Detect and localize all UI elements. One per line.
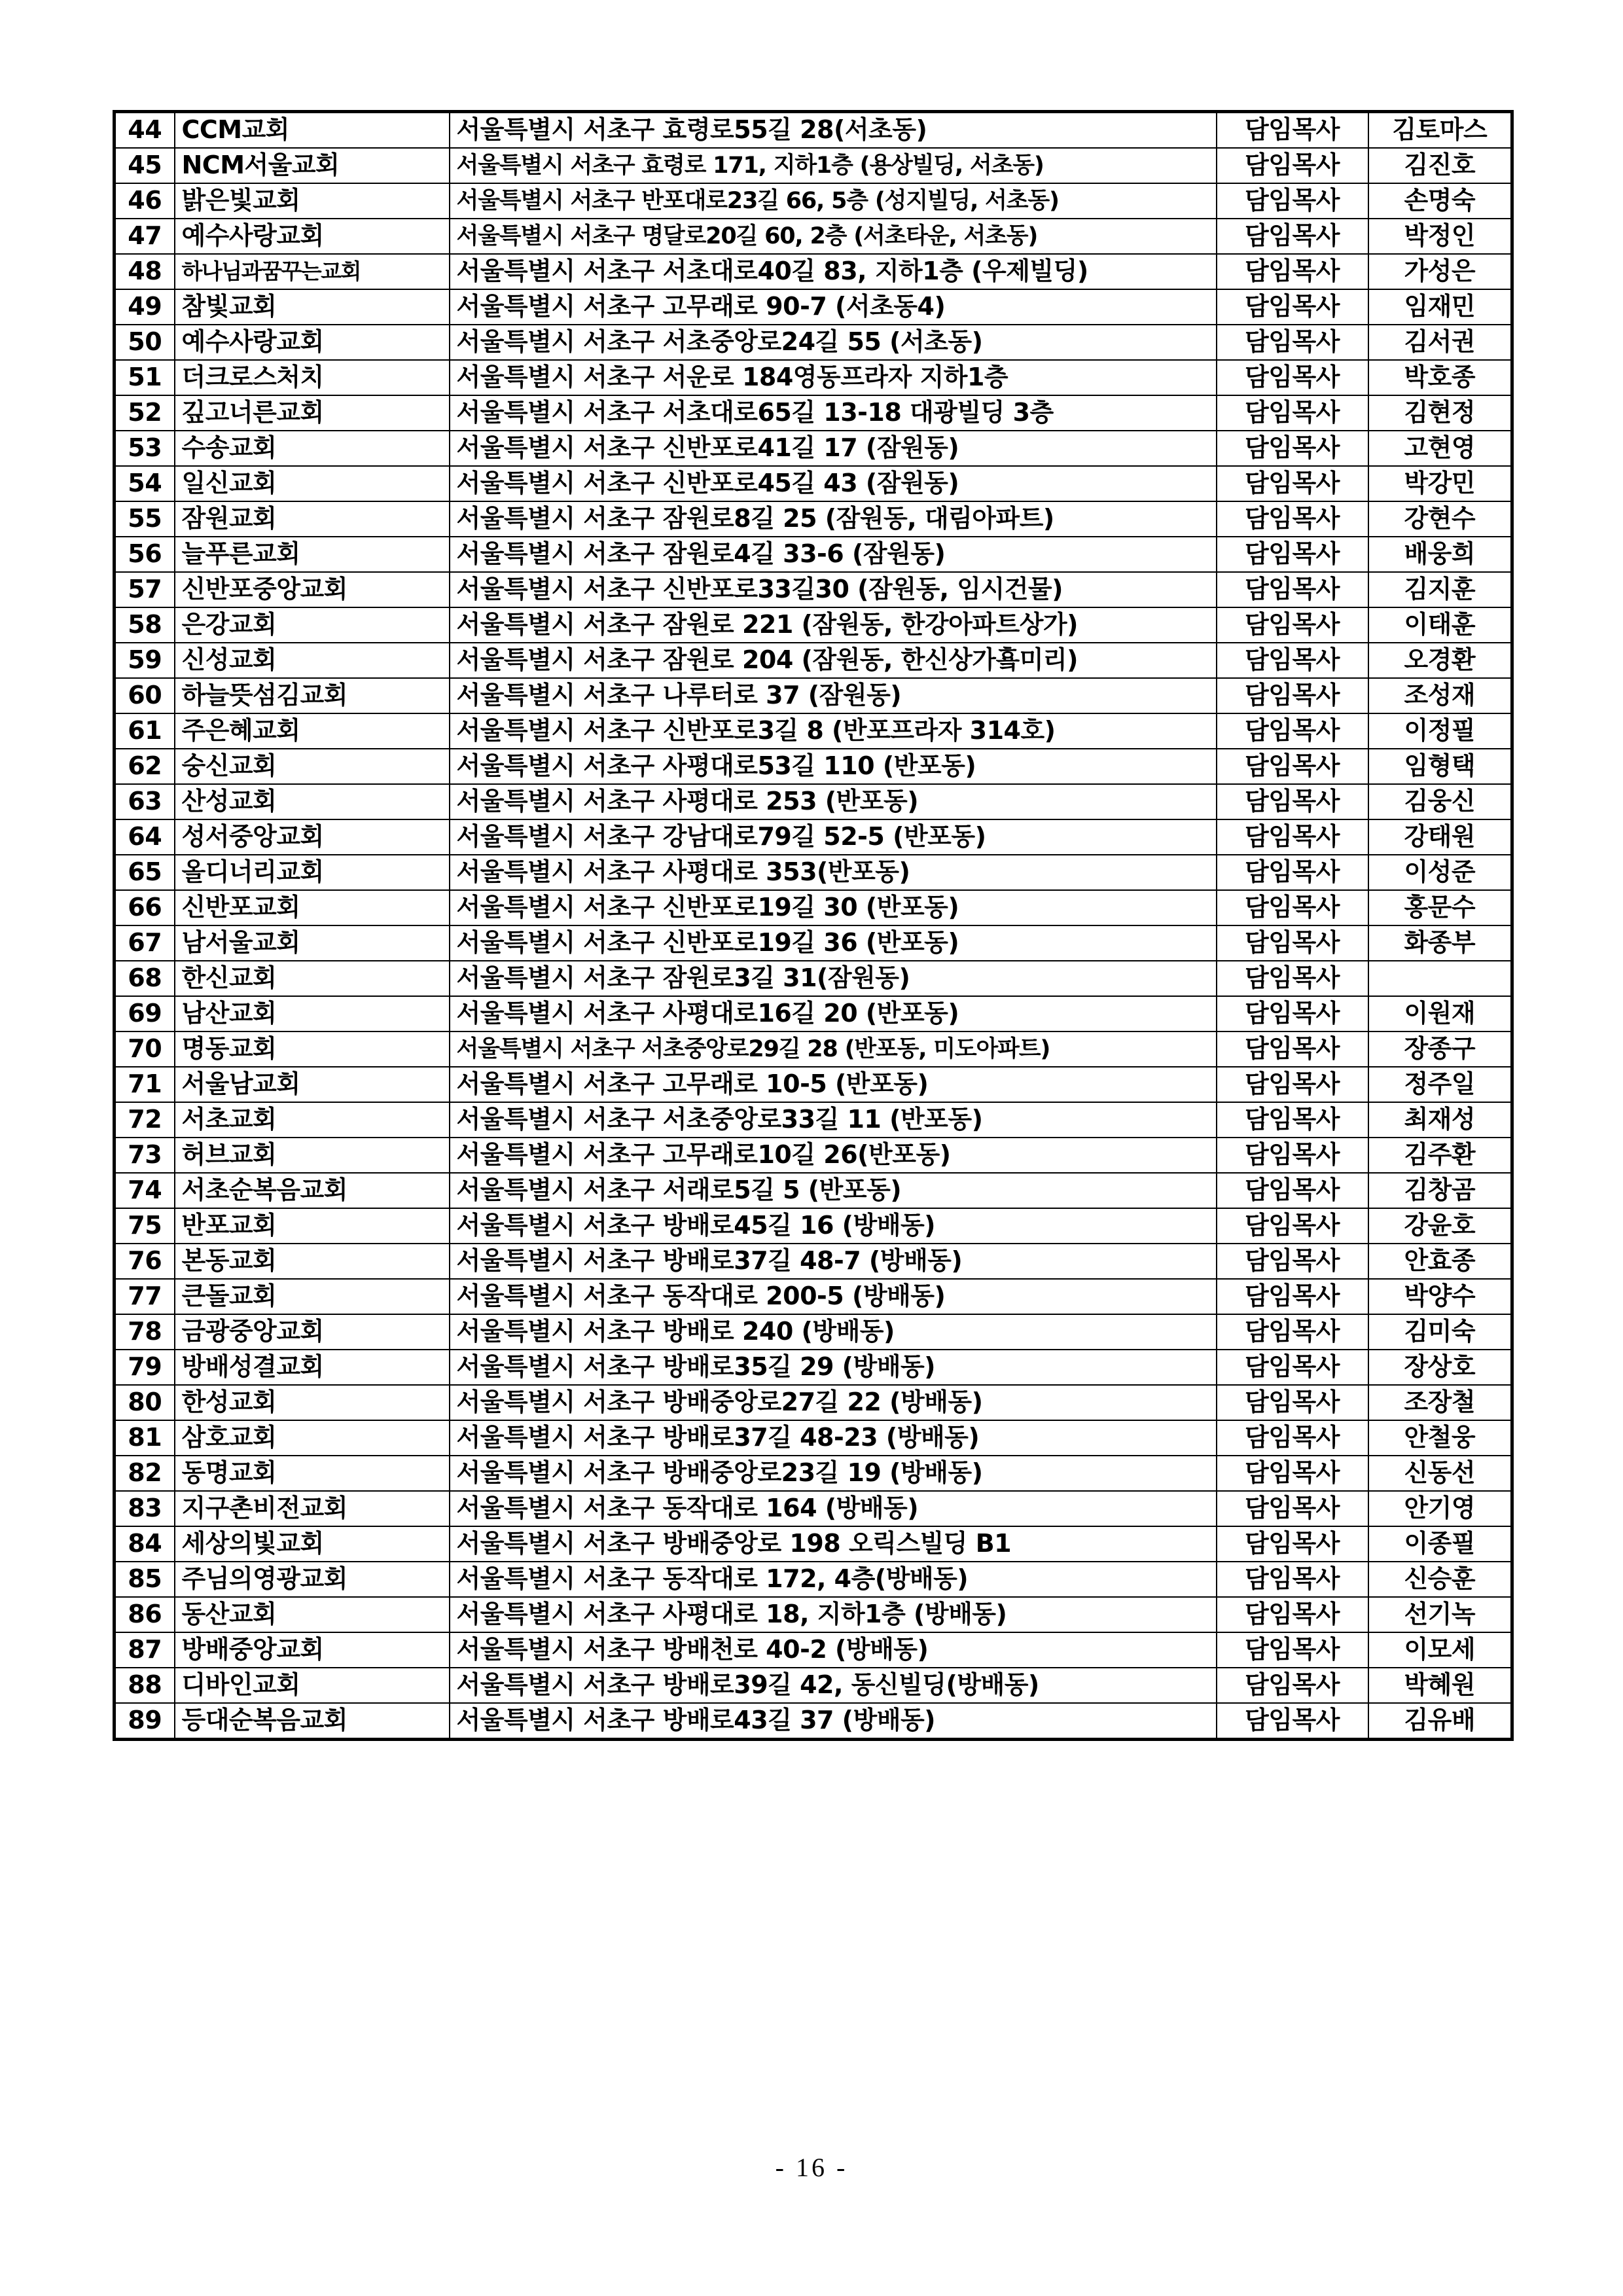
cell-row-number: 88 bbox=[115, 1668, 175, 1703]
cell-position: 담임목사 bbox=[1217, 1102, 1368, 1138]
cell-row-number: 58 bbox=[115, 607, 175, 643]
cell-row-number: 49 bbox=[115, 289, 175, 325]
cell-pastor-name: 가성은 bbox=[1368, 254, 1512, 289]
cell-address: 서울특별시 서초구 잠원로 221 (잠원동, 한강아파트상가) bbox=[450, 607, 1217, 643]
cell-position: 담임목사 bbox=[1217, 112, 1368, 149]
cell-pastor-name: 손명숙 bbox=[1368, 183, 1512, 219]
table-row bbox=[115, 537, 1512, 572]
table-row bbox=[115, 713, 1512, 749]
cell-row-number: 64 bbox=[115, 819, 175, 855]
cell-church-name: 숭신교회 bbox=[175, 749, 450, 784]
table-row bbox=[115, 501, 1512, 537]
cell-row-number: 62 bbox=[115, 749, 175, 784]
table-row bbox=[115, 607, 1512, 643]
cell-pastor-name: 김창곰 bbox=[1368, 1173, 1512, 1208]
cell-church-name: 주은혜교회 bbox=[175, 713, 450, 749]
cell-church-name: 밝은빛교회 bbox=[175, 183, 450, 219]
cell-pastor-name: 화종부 bbox=[1368, 925, 1512, 961]
cell-address: 서울특별시 서초구 방배로45길 16 (방배동) bbox=[450, 1208, 1217, 1244]
cell-position: 담임목사 bbox=[1217, 148, 1368, 183]
cell-address: 서울특별시 서초구 효령로55길 28(서초동) bbox=[450, 112, 1217, 149]
cell-position: 담임목사 bbox=[1217, 1526, 1368, 1562]
cell-church-name: 동명교회 bbox=[175, 1456, 450, 1491]
cell-position: 담임목사 bbox=[1217, 1632, 1368, 1668]
church-directory-table-wrapper bbox=[113, 110, 1510, 1741]
table-row bbox=[115, 360, 1512, 395]
cell-church-name: 하늘뜻섬김교회 bbox=[175, 678, 450, 713]
table-row bbox=[115, 890, 1512, 925]
cell-church-name: 신성교회 bbox=[175, 643, 450, 678]
cell-position: 담임목사 bbox=[1217, 961, 1368, 996]
cell-pastor-name: 김주환 bbox=[1368, 1138, 1512, 1173]
cell-row-number: 54 bbox=[115, 466, 175, 501]
cell-church-name: 동산교회 bbox=[175, 1597, 450, 1632]
cell-pastor-name: 김미숙 bbox=[1368, 1314, 1512, 1350]
cell-pastor-name: 신승훈 bbox=[1368, 1562, 1512, 1597]
cell-row-number: 83 bbox=[115, 1491, 175, 1526]
cell-church-name: 신반포중앙교회 bbox=[175, 572, 450, 607]
cell-address: 서울특별시 서초구 방배중앙로 198 오릭스빌딩 B1 bbox=[450, 1526, 1217, 1562]
cell-address: 서울특별시 서초구 잠원로 204 (잠원동, 한신상가훀미리) bbox=[450, 643, 1217, 678]
cell-pastor-name: 고현영 bbox=[1368, 431, 1512, 466]
cell-pastor-name: 홍문수 bbox=[1368, 890, 1512, 925]
table-row bbox=[115, 678, 1512, 713]
table-row bbox=[115, 819, 1512, 855]
cell-church-name: 서울남교회 bbox=[175, 1067, 450, 1102]
cell-position: 담임목사 bbox=[1217, 925, 1368, 961]
table-row bbox=[115, 749, 1512, 784]
cell-position: 담임목사 bbox=[1217, 183, 1368, 219]
cell-row-number: 70 bbox=[115, 1031, 175, 1067]
table-row bbox=[115, 1067, 1512, 1102]
table-row bbox=[115, 1420, 1512, 1456]
cell-position: 담임목사 bbox=[1217, 1314, 1368, 1350]
cell-church-name: 반포교회 bbox=[175, 1208, 450, 1244]
cell-row-number: 51 bbox=[115, 360, 175, 395]
cell-row-number: 63 bbox=[115, 784, 175, 819]
cell-pastor-name: 김현정 bbox=[1368, 395, 1512, 431]
cell-pastor-name: 임형택 bbox=[1368, 749, 1512, 784]
cell-pastor-name: 이정필 bbox=[1368, 713, 1512, 749]
cell-address: 서울특별시 서초구 신반포로33길30 (잠원동, 임시건물) bbox=[450, 572, 1217, 607]
cell-position: 담임목사 bbox=[1217, 537, 1368, 572]
cell-pastor-name: 박호종 bbox=[1368, 360, 1512, 395]
cell-pastor-name: 임재민 bbox=[1368, 289, 1512, 325]
table-row bbox=[115, 1173, 1512, 1208]
table-row bbox=[115, 183, 1512, 219]
cell-position: 담임목사 bbox=[1217, 219, 1368, 254]
cell-church-name: 방배성결교회 bbox=[175, 1350, 450, 1385]
cell-address: 서울특별시 서초구 고무래로 10-5 (반포동) bbox=[450, 1067, 1217, 1102]
cell-position: 담임목사 bbox=[1217, 1067, 1368, 1102]
cell-row-number: 46 bbox=[115, 183, 175, 219]
cell-address: 서울특별시 서초구 서운로 184영동프라자 지하1층 bbox=[450, 360, 1217, 395]
table-row bbox=[115, 1279, 1512, 1314]
cell-church-name: 잠원교회 bbox=[175, 501, 450, 537]
cell-row-number: 55 bbox=[115, 501, 175, 537]
cell-row-number: 87 bbox=[115, 1632, 175, 1668]
cell-position: 담임목사 bbox=[1217, 1138, 1368, 1173]
cell-address: 서울특별시 서초구 신반포로19길 30 (반포동) bbox=[450, 890, 1217, 925]
table-row bbox=[115, 1314, 1512, 1350]
cell-position: 담임목사 bbox=[1217, 501, 1368, 537]
cell-position: 담임목사 bbox=[1217, 1208, 1368, 1244]
cell-church-name: 하나님과꿈꾸는교회 bbox=[175, 254, 450, 289]
cell-pastor-name: 김유배 bbox=[1368, 1703, 1512, 1740]
table-row bbox=[115, 1138, 1512, 1173]
cell-church-name: 신반포교회 bbox=[175, 890, 450, 925]
cell-row-number: 78 bbox=[115, 1314, 175, 1350]
cell-position: 담임목사 bbox=[1217, 1456, 1368, 1491]
cell-position: 담임목사 bbox=[1217, 713, 1368, 749]
cell-row-number: 82 bbox=[115, 1456, 175, 1491]
cell-position: 담임목사 bbox=[1217, 254, 1368, 289]
cell-pastor-name: 박양수 bbox=[1368, 1279, 1512, 1314]
cell-address: 서울특별시 서초구 사평대로 253 (반포동) bbox=[450, 784, 1217, 819]
table-row bbox=[115, 1244, 1512, 1279]
cell-position: 담임목사 bbox=[1217, 890, 1368, 925]
cell-address: 서울특별시 서초구 서래로5길 5 (반포동) bbox=[450, 1173, 1217, 1208]
cell-row-number: 45 bbox=[115, 148, 175, 183]
table-row bbox=[115, 254, 1512, 289]
cell-church-name: 예수사랑교회 bbox=[175, 219, 450, 254]
table-row bbox=[115, 1456, 1512, 1491]
cell-pastor-name: 박강민 bbox=[1368, 466, 1512, 501]
cell-row-number: 59 bbox=[115, 643, 175, 678]
table-row bbox=[115, 961, 1512, 996]
cell-church-name: NCM서울교회 bbox=[175, 148, 450, 183]
cell-address: 서울특별시 서초구 잠원로3길 31(잠원동) bbox=[450, 961, 1217, 996]
cell-address: 서울특별시 서초구 신반포로3길 8 (반포프라자 314호) bbox=[450, 713, 1217, 749]
cell-address: 서울특별시 서초구 서초중앙로33길 11 (반포동) bbox=[450, 1102, 1217, 1138]
cell-address: 서울특별시 서초구 반포대로23길 66, 5층 (성지빌딩, 서초동) bbox=[450, 183, 1217, 219]
cell-pastor-name: 최재성 bbox=[1368, 1102, 1512, 1138]
cell-pastor-name: 선기녹 bbox=[1368, 1597, 1512, 1632]
cell-row-number: 85 bbox=[115, 1562, 175, 1597]
cell-position: 담임목사 bbox=[1217, 749, 1368, 784]
cell-row-number: 68 bbox=[115, 961, 175, 996]
cell-position: 담임목사 bbox=[1217, 1031, 1368, 1067]
cell-row-number: 77 bbox=[115, 1279, 175, 1314]
cell-church-name: 일신교회 bbox=[175, 466, 450, 501]
table-row bbox=[115, 1385, 1512, 1420]
cell-position: 담임목사 bbox=[1217, 1491, 1368, 1526]
table-row bbox=[115, 1526, 1512, 1562]
cell-church-name: CCM교회 bbox=[175, 112, 450, 149]
cell-church-name: 큰돌교회 bbox=[175, 1279, 450, 1314]
cell-address: 서울특별시 서초구 동작대로 164 (방배동) bbox=[450, 1491, 1217, 1526]
cell-address: 서울특별시 서초구 방배로43길 37 (방배동) bbox=[450, 1703, 1217, 1740]
cell-address: 서울특별시 서초구 동작대로 172, 4층(방배동) bbox=[450, 1562, 1217, 1597]
cell-address: 서울특별시 서초구 강남대로79길 52-5 (반포동) bbox=[450, 819, 1217, 855]
table-row bbox=[115, 112, 1512, 149]
cell-position: 담임목사 bbox=[1217, 819, 1368, 855]
cell-row-number: 53 bbox=[115, 431, 175, 466]
cell-pastor-name: 강태원 bbox=[1368, 819, 1512, 855]
cell-church-name: 허브교회 bbox=[175, 1138, 450, 1173]
cell-pastor-name: 안기영 bbox=[1368, 1491, 1512, 1526]
cell-address: 서울특별시 서초구 서초대로40길 83, 지하1층 (우제빌딩) bbox=[450, 254, 1217, 289]
cell-pastor-name: 김진호 bbox=[1368, 148, 1512, 183]
cell-pastor-name: 김웅신 bbox=[1368, 784, 1512, 819]
cell-address: 서울특별시 서초구 방배로37길 48-23 (방배동) bbox=[450, 1420, 1217, 1456]
cell-address: 서울특별시 서초구 방배로37길 48-7 (방배동) bbox=[450, 1244, 1217, 1279]
cell-pastor-name: 안효종 bbox=[1368, 1244, 1512, 1279]
cell-address: 서울특별시 서초구 잠원로8길 25 (잠원동, 대림아파트) bbox=[450, 501, 1217, 537]
page-number: - 16 - bbox=[775, 2153, 848, 2182]
cell-pastor-name bbox=[1368, 961, 1512, 996]
cell-address: 서울특별시 서초구 서초중앙로29길 28 (반포동, 미도아파트) bbox=[450, 1031, 1217, 1067]
cell-church-name: 올디너리교회 bbox=[175, 855, 450, 890]
cell-church-name: 참빛교회 bbox=[175, 289, 450, 325]
table-row bbox=[115, 431, 1512, 466]
cell-position: 담임목사 bbox=[1217, 360, 1368, 395]
cell-pastor-name: 이성준 bbox=[1368, 855, 1512, 890]
cell-pastor-name: 강윤호 bbox=[1368, 1208, 1512, 1244]
cell-position: 담임목사 bbox=[1217, 466, 1368, 501]
cell-address: 서울특별시 서초구 방배로 240 (방배동) bbox=[450, 1314, 1217, 1350]
cell-row-number: 65 bbox=[115, 855, 175, 890]
cell-row-number: 81 bbox=[115, 1420, 175, 1456]
cell-pastor-name: 강현수 bbox=[1368, 501, 1512, 537]
cell-address: 서울특별시 서초구 신반포로45길 43 (잠원동) bbox=[450, 466, 1217, 501]
table-row bbox=[115, 1491, 1512, 1526]
cell-row-number: 57 bbox=[115, 572, 175, 607]
cell-address: 서울특별시 서초구 고무래로 90-7 (서초동4) bbox=[450, 289, 1217, 325]
cell-pastor-name: 이원재 bbox=[1368, 996, 1512, 1031]
cell-address: 서울특별시 서초구 방배로39길 42, 동신빌딩(방배동) bbox=[450, 1668, 1217, 1703]
cell-church-name: 남산교회 bbox=[175, 996, 450, 1031]
cell-pastor-name: 조장철 bbox=[1368, 1385, 1512, 1420]
church-directory-table bbox=[113, 110, 1514, 1741]
cell-pastor-name: 정주일 bbox=[1368, 1067, 1512, 1102]
cell-pastor-name: 박정인 bbox=[1368, 219, 1512, 254]
cell-church-name: 수송교회 bbox=[175, 431, 450, 466]
cell-address: 서울특별시 서초구 나루터로 37 (잠원동) bbox=[450, 678, 1217, 713]
table-row bbox=[115, 1597, 1512, 1632]
cell-position: 담임목사 bbox=[1217, 1703, 1368, 1740]
table-row bbox=[115, 572, 1512, 607]
cell-church-name: 한성교회 bbox=[175, 1385, 450, 1420]
cell-address: 서울특별시 서초구 동작대로 200-5 (방배동) bbox=[450, 1279, 1217, 1314]
cell-row-number: 80 bbox=[115, 1385, 175, 1420]
cell-church-name: 지구촌비전교회 bbox=[175, 1491, 450, 1526]
cell-address: 서울특별시 서초구 사평대로 18, 지하1층 (방배동) bbox=[450, 1597, 1217, 1632]
table-row bbox=[115, 1703, 1512, 1740]
cell-pastor-name: 장종구 bbox=[1368, 1031, 1512, 1067]
cell-row-number: 47 bbox=[115, 219, 175, 254]
cell-row-number: 44 bbox=[115, 112, 175, 149]
cell-address: 서울특별시 서초구 방배천로 40-2 (방배동) bbox=[450, 1632, 1217, 1668]
cell-church-name: 주님의영광교회 bbox=[175, 1562, 450, 1597]
cell-row-number: 56 bbox=[115, 537, 175, 572]
cell-church-name: 깊고너른교회 bbox=[175, 395, 450, 431]
cell-pastor-name: 김서권 bbox=[1368, 325, 1512, 360]
cell-church-name: 남서울교회 bbox=[175, 925, 450, 961]
cell-row-number: 72 bbox=[115, 1102, 175, 1138]
cell-position: 담임목사 bbox=[1217, 678, 1368, 713]
cell-pastor-name: 이종필 bbox=[1368, 1526, 1512, 1562]
cell-pastor-name: 오경환 bbox=[1368, 643, 1512, 678]
cell-address: 서울특별시 서초구 사평대로16길 20 (반포동) bbox=[450, 996, 1217, 1031]
cell-pastor-name: 신동선 bbox=[1368, 1456, 1512, 1491]
table-row bbox=[115, 395, 1512, 431]
cell-address: 서울특별시 서초구 사평대로53길 110 (반포동) bbox=[450, 749, 1217, 784]
cell-position: 담임목사 bbox=[1217, 1420, 1368, 1456]
cell-church-name: 세상의빛교회 bbox=[175, 1526, 450, 1562]
cell-position: 담임목사 bbox=[1217, 1562, 1368, 1597]
cell-church-name: 예수사랑교회 bbox=[175, 325, 450, 360]
cell-position: 담임목사 bbox=[1217, 1173, 1368, 1208]
table-row bbox=[115, 219, 1512, 254]
cell-position: 담임목사 bbox=[1217, 607, 1368, 643]
cell-address: 서울특별시 서초구 고무래로10길 26(반포동) bbox=[450, 1138, 1217, 1173]
cell-position: 담임목사 bbox=[1217, 1668, 1368, 1703]
cell-address: 서울특별시 서초구 신반포로19길 36 (반포동) bbox=[450, 925, 1217, 961]
cell-church-name: 디바인교회 bbox=[175, 1668, 450, 1703]
cell-address: 서울특별시 서초구 서초중앙로24길 55 (서초동) bbox=[450, 325, 1217, 360]
cell-address: 서울특별시 서초구 신반포로41길 17 (잠원동) bbox=[450, 431, 1217, 466]
table-row bbox=[115, 1632, 1512, 1668]
cell-address: 서울특별시 서초구 방배중앙로23길 19 (방배동) bbox=[450, 1456, 1217, 1491]
cell-row-number: 84 bbox=[115, 1526, 175, 1562]
cell-church-name: 금광중앙교회 bbox=[175, 1314, 450, 1350]
cell-row-number: 60 bbox=[115, 678, 175, 713]
cell-church-name: 등대순복음교회 bbox=[175, 1703, 450, 1740]
cell-church-name: 한신교회 bbox=[175, 961, 450, 996]
cell-pastor-name: 이태훈 bbox=[1368, 607, 1512, 643]
table-row bbox=[115, 1350, 1512, 1385]
cell-church-name: 산성교회 bbox=[175, 784, 450, 819]
cell-church-name: 늘푸른교회 bbox=[175, 537, 450, 572]
cell-church-name: 명동교회 bbox=[175, 1031, 450, 1067]
cell-row-number: 66 bbox=[115, 890, 175, 925]
table-row bbox=[115, 643, 1512, 678]
table-row bbox=[115, 1668, 1512, 1703]
cell-row-number: 86 bbox=[115, 1597, 175, 1632]
cell-address: 서울특별시 서초구 효령로 171, 지하1층 (용상빌딩, 서초동) bbox=[450, 148, 1217, 183]
table-row bbox=[115, 325, 1512, 360]
cell-row-number: 61 bbox=[115, 713, 175, 749]
cell-row-number: 50 bbox=[115, 325, 175, 360]
cell-church-name: 삼호교회 bbox=[175, 1420, 450, 1456]
cell-position: 담임목사 bbox=[1217, 1244, 1368, 1279]
cell-position: 담임목사 bbox=[1217, 643, 1368, 678]
cell-pastor-name: 박혜원 bbox=[1368, 1668, 1512, 1703]
cell-church-name: 서초순복음교회 bbox=[175, 1173, 450, 1208]
table-row bbox=[115, 1562, 1512, 1597]
cell-position: 담임목사 bbox=[1217, 784, 1368, 819]
table-row bbox=[115, 1031, 1512, 1067]
cell-pastor-name: 김토마스 bbox=[1368, 112, 1512, 149]
cell-row-number: 79 bbox=[115, 1350, 175, 1385]
cell-pastor-name: 이모세 bbox=[1368, 1632, 1512, 1668]
cell-address: 서울특별시 서초구 사평대로 353(반포동) bbox=[450, 855, 1217, 890]
cell-row-number: 74 bbox=[115, 1173, 175, 1208]
cell-row-number: 67 bbox=[115, 925, 175, 961]
cell-row-number: 48 bbox=[115, 254, 175, 289]
cell-row-number: 71 bbox=[115, 1067, 175, 1102]
cell-position: 담임목사 bbox=[1217, 431, 1368, 466]
cell-position: 담임목사 bbox=[1217, 1279, 1368, 1314]
cell-row-number: 89 bbox=[115, 1703, 175, 1740]
table-row bbox=[115, 289, 1512, 325]
cell-pastor-name: 장상호 bbox=[1368, 1350, 1512, 1385]
cell-position: 담임목사 bbox=[1217, 325, 1368, 360]
cell-address: 서울특별시 서초구 서초대로65길 13-18 대광빌딩 3층 bbox=[450, 395, 1217, 431]
cell-church-name: 성서중앙교회 bbox=[175, 819, 450, 855]
table-row bbox=[115, 1102, 1512, 1138]
table-row bbox=[115, 996, 1512, 1031]
cell-church-name: 은강교회 bbox=[175, 607, 450, 643]
cell-pastor-name: 조성재 bbox=[1368, 678, 1512, 713]
table-row bbox=[115, 855, 1512, 890]
cell-pastor-name: 김지훈 bbox=[1368, 572, 1512, 607]
cell-pastor-name: 배웅희 bbox=[1368, 537, 1512, 572]
cell-row-number: 69 bbox=[115, 996, 175, 1031]
cell-position: 담임목사 bbox=[1217, 1597, 1368, 1632]
cell-position: 담임목사 bbox=[1217, 996, 1368, 1031]
cell-row-number: 52 bbox=[115, 395, 175, 431]
cell-position: 담임목사 bbox=[1217, 1385, 1368, 1420]
table-row bbox=[115, 784, 1512, 819]
cell-address: 서울특별시 서초구 방배중앙로27길 22 (방배동) bbox=[450, 1385, 1217, 1420]
table-row bbox=[115, 1208, 1512, 1244]
cell-church-name: 방배중앙교회 bbox=[175, 1632, 450, 1668]
cell-position: 담임목사 bbox=[1217, 395, 1368, 431]
cell-row-number: 76 bbox=[115, 1244, 175, 1279]
cell-pastor-name: 안철웅 bbox=[1368, 1420, 1512, 1456]
table-row bbox=[115, 148, 1512, 183]
cell-church-name: 본동교회 bbox=[175, 1244, 450, 1279]
cell-position: 담임목사 bbox=[1217, 855, 1368, 890]
cell-position: 담임목사 bbox=[1217, 289, 1368, 325]
cell-row-number: 75 bbox=[115, 1208, 175, 1244]
table-row bbox=[115, 925, 1512, 961]
cell-address: 서울특별시 서초구 방배로35길 29 (방배동) bbox=[450, 1350, 1217, 1385]
cell-row-number: 73 bbox=[115, 1138, 175, 1173]
cell-address: 서울특별시 서초구 잠원로4길 33-6 (잠원동) bbox=[450, 537, 1217, 572]
cell-address: 서울특별시 서초구 명달로20길 60, 2층 (서초타운, 서초동) bbox=[450, 219, 1217, 254]
cell-position: 담임목사 bbox=[1217, 1350, 1368, 1385]
cell-position: 담임목사 bbox=[1217, 572, 1368, 607]
church-directory-table-body bbox=[115, 112, 1512, 1740]
cell-church-name: 서초교회 bbox=[175, 1102, 450, 1138]
table-row bbox=[115, 466, 1512, 501]
cell-church-name: 더크로스처치 bbox=[175, 360, 450, 395]
